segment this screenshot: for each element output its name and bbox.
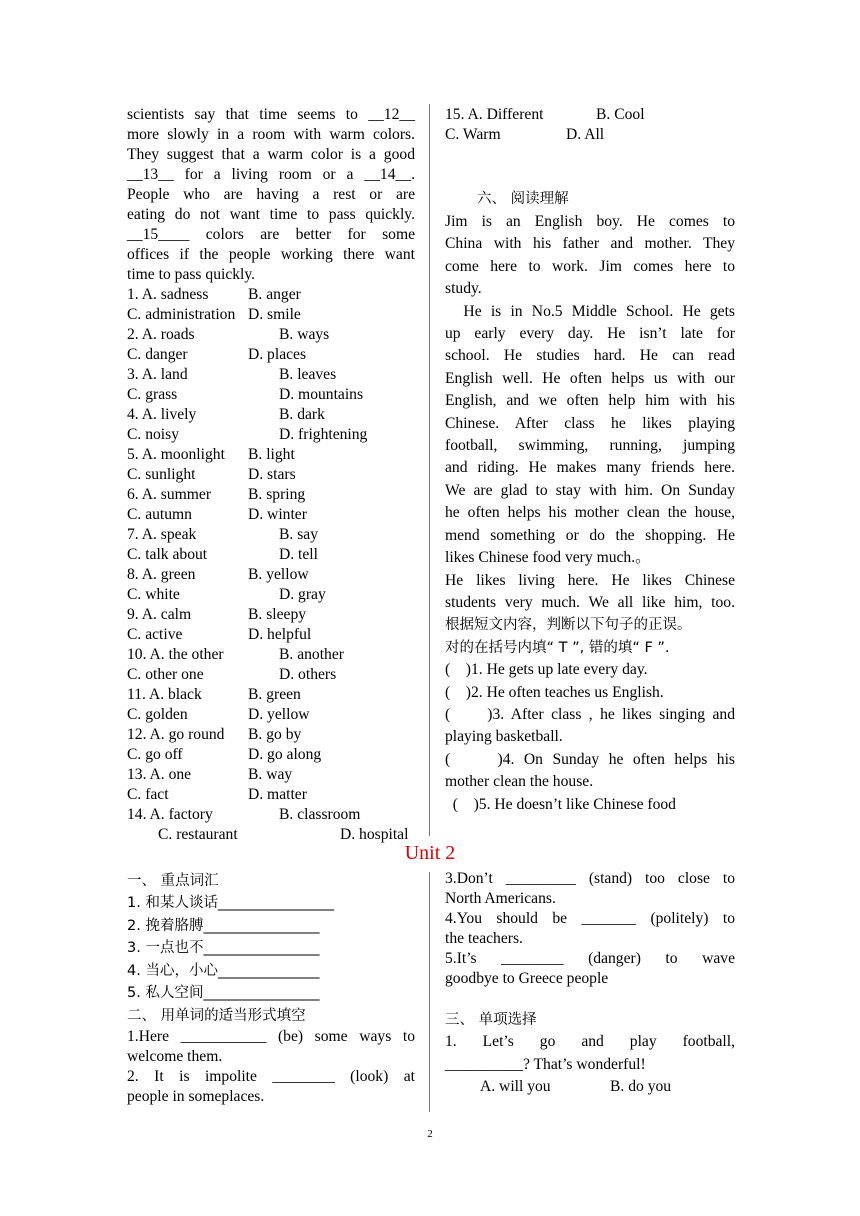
option-row	[127, 805, 415, 825]
vocab-item: 3. 一点也不________________	[127, 940, 320, 956]
option-a: 8. A. green	[127, 566, 196, 583]
fill-line: the teachers.	[445, 930, 523, 947]
option-c: C. sunlight	[127, 466, 196, 483]
fill-line: goodbye to Greece people	[445, 970, 609, 987]
option-row	[127, 605, 415, 625]
option-b: B. way	[248, 766, 293, 783]
option-c: C. go off	[127, 746, 183, 763]
passage-line: more slowly in a room with warm colors.	[127, 126, 415, 143]
passage-line: __13__ for a living room or a __14__.	[127, 166, 415, 183]
statement-line: ( )5. He doesn’t like Chinese food	[445, 795, 676, 813]
option-a: 5. A. moonlight	[127, 446, 225, 463]
option-row	[127, 485, 415, 505]
reading-line: Jim is an English boy. He comes to	[445, 213, 735, 230]
option-b: B. say	[279, 526, 318, 543]
option-a: 10. A. the other	[127, 646, 224, 663]
option-row	[127, 745, 415, 765]
reading-line: up early every day. He isn’t late for	[445, 325, 735, 343]
left-column-cloze	[127, 105, 415, 845]
statement-line: ( )3. After class , he likes singing and	[445, 705, 735, 723]
option-a: 4. A. lively	[127, 406, 197, 423]
vocab-item: 1. 和某人谈话________________	[127, 895, 334, 911]
choice-line: 1. Let’s go and play football,	[445, 1033, 735, 1050]
option-b: B. Cool	[596, 106, 645, 123]
option-b: B. anger	[248, 286, 301, 303]
option-row	[127, 725, 415, 745]
page-number: 2	[427, 1128, 433, 1140]
option-c: C. restaurant	[158, 826, 238, 843]
option-a: 2. A. roads	[127, 326, 195, 343]
column-divider-top	[429, 104, 430, 836]
option-row	[127, 305, 415, 325]
option-b: B. light	[248, 446, 295, 463]
option-d: D. frightening	[279, 426, 368, 443]
option-c: C. administration	[127, 306, 236, 323]
fill-line: 3.Don’t _________ (stand) too close to	[445, 870, 735, 887]
reading-line: mend something or do the shopping. He	[445, 526, 735, 544]
option-b: B. leaves	[279, 366, 337, 383]
option-row	[127, 425, 415, 445]
option-c: C. danger	[127, 346, 188, 363]
option-b: B. yellow	[248, 566, 309, 583]
option-d: D. helpful	[248, 626, 312, 643]
reading-line: he often helps his mother clean the house,	[445, 504, 735, 522]
instruction-line: 对的在括号内填“ T ”, 错的填“ F ”.	[445, 639, 670, 656]
option-a: 3. A. land	[127, 366, 188, 383]
right-column-unit2	[445, 869, 735, 1099]
fill-line: North Americans.	[445, 890, 556, 907]
option-c: C. other one	[127, 666, 204, 683]
option-d: D. All	[566, 126, 605, 143]
reading-line: study.	[445, 280, 482, 298]
reading-line: and riding. He makes many friends here.	[445, 459, 735, 477]
option-row	[127, 465, 415, 485]
option-row	[127, 645, 415, 665]
option-row	[127, 545, 415, 565]
option-c: C. Warm	[445, 126, 501, 143]
option-row	[127, 345, 415, 365]
option-row	[127, 385, 415, 405]
option-d: D. smile	[248, 306, 301, 323]
option-c: C. golden	[127, 706, 188, 723]
option-b: B. classroom	[279, 806, 361, 823]
option-row	[127, 625, 415, 645]
passage-line: __15____ colors are better for some	[127, 226, 415, 243]
option-b: B. sleepy	[248, 606, 307, 623]
option-row	[127, 565, 415, 585]
option-b: B. dark	[279, 406, 325, 423]
fill-line: 4.You should be _______ (politely) to	[445, 910, 735, 927]
option-a: 1. A. sadness	[127, 286, 209, 303]
option-c: C. autumn	[127, 506, 192, 523]
fill-line: 2. It is impolite ________ (look) at	[127, 1067, 415, 1085]
option-a: 6. A. summer	[127, 486, 212, 503]
fill-line: 5.It’s ________ (danger) to wave	[445, 950, 735, 967]
right-column-reading	[445, 105, 735, 816]
column-divider-bottom	[429, 872, 430, 1112]
vocab-item: 4. 当心，小心______________	[127, 962, 320, 979]
option-d: D. matter	[248, 786, 307, 803]
option-row	[127, 685, 415, 705]
statement-line: ( )4. On Sunday he often helps his	[445, 750, 735, 768]
option-b: B. green	[248, 686, 301, 703]
reading-heading: 六、 阅读理解	[477, 191, 569, 207]
instruction-line: 根据短文内容，判断以下句子的正误。	[445, 617, 692, 634]
vocab-heading: 一、 重点词汇	[127, 873, 219, 889]
fill-line: welcome them.	[127, 1047, 223, 1065]
reading-line: He likes living here. He likes Chinese	[445, 571, 735, 589]
reading-line: football, swimming, running, jumping	[445, 437, 735, 455]
reading-line: We are glad to stay with him. On Sunday	[445, 481, 735, 499]
option-c: C. grass	[127, 386, 178, 403]
option-d: D. stars	[248, 466, 296, 483]
vocab-item: 2. 挽着胳膊________________	[127, 917, 320, 934]
option-row	[127, 585, 415, 605]
option-row	[127, 785, 415, 805]
reading-line: students very much. We all like him, too.	[445, 593, 735, 611]
option-b: B. another	[279, 646, 344, 663]
option-row	[445, 125, 735, 145]
option-d: D. places	[248, 346, 307, 363]
option-d: D. yellow	[248, 706, 310, 723]
reading-line: China with his father and mother. They	[445, 235, 735, 253]
option-a: 12. A. go round	[127, 726, 225, 743]
reading-line: English well. He often helps us with our	[445, 369, 735, 387]
fill-line: people in someplaces.	[127, 1087, 265, 1105]
option-b: B. spring	[248, 486, 306, 503]
option-d: D. winter	[248, 506, 307, 523]
statement-line: ( )2. He often teaches us English.	[445, 683, 664, 701]
option-c: C. white	[127, 586, 180, 603]
option-a: 15. A. Different	[445, 106, 544, 123]
option-d: D. gray	[279, 586, 326, 603]
option-b: B. do you	[610, 1078, 672, 1095]
passage-line: People who are having a rest or are	[127, 186, 415, 203]
option-row	[127, 325, 415, 345]
vocab-item: 5. 私人空间________________	[127, 985, 320, 1001]
option-row	[445, 105, 735, 125]
option-c: C. talk about	[127, 546, 208, 563]
passage-line: scientists say that time seems to __12__	[127, 106, 415, 123]
passage-line: They suggest that a warm color is a good	[127, 146, 415, 163]
option-row	[127, 765, 415, 785]
left-column-unit2	[127, 870, 415, 1107]
option-d: D. hospital	[340, 826, 409, 843]
choice-line: __________? That’s wonderful!	[445, 1055, 646, 1073]
fill-line: 1.Here ___________ (be) some ways to	[127, 1027, 415, 1045]
option-row	[445, 1076, 735, 1099]
option-d: D. tell	[279, 546, 318, 563]
option-c: C. fact	[127, 786, 169, 803]
reading-line: English, and we often help him with his	[445, 392, 735, 410]
option-row	[127, 405, 415, 425]
option-row	[127, 525, 415, 545]
option-a: 14. A. factory	[127, 806, 213, 823]
fill-heading: 二、 用单词的适当形式填空	[127, 1007, 306, 1024]
option-row	[127, 505, 415, 525]
option-a: 9. A. calm	[127, 606, 192, 623]
statement-line: playing basketball.	[445, 728, 563, 746]
option-c: C. noisy	[127, 426, 179, 443]
choice-heading: 三、 单项选择	[445, 1012, 537, 1028]
option-c: C. active	[127, 626, 183, 643]
option-row	[127, 705, 415, 725]
reading-line: Chinese. After class he likes playing	[445, 414, 735, 432]
option-row	[127, 665, 415, 685]
option-b: B. go by	[248, 726, 302, 743]
option-a: 11. A. black	[127, 686, 202, 703]
reading-line: school. He studies hard. He can read	[445, 347, 735, 365]
option-d: D. others	[279, 666, 337, 683]
reading-line: likes Chinese food very much.。	[445, 549, 651, 567]
options-list	[127, 285, 415, 845]
statement-line: mother clean the house.	[445, 773, 594, 791]
passage-line: eating do not want time to pass quickly.	[127, 206, 415, 223]
reading-line: come here to work. Jim comes here to	[445, 257, 735, 275]
option-row	[127, 285, 415, 305]
reading-passage	[445, 211, 735, 816]
passage-line: offices if the people working there want	[127, 246, 415, 263]
option-b: B. ways	[279, 326, 330, 343]
option-a: 7. A. speak	[127, 526, 197, 543]
option-a: 13. A. one	[127, 766, 192, 783]
statement-line: ( )1. He gets up late every day.	[445, 661, 648, 679]
unit-title: Unit 2	[404, 842, 456, 864]
reading-line: He is in No.5 Middle School. He gets	[445, 302, 735, 320]
option-row	[127, 365, 415, 385]
option-a: A. will you	[480, 1078, 551, 1095]
option-row	[127, 445, 415, 465]
option-d: D. mountains	[279, 386, 364, 403]
passage-line: time to pass quickly.	[127, 266, 256, 283]
option-d: D. go along	[248, 746, 322, 763]
